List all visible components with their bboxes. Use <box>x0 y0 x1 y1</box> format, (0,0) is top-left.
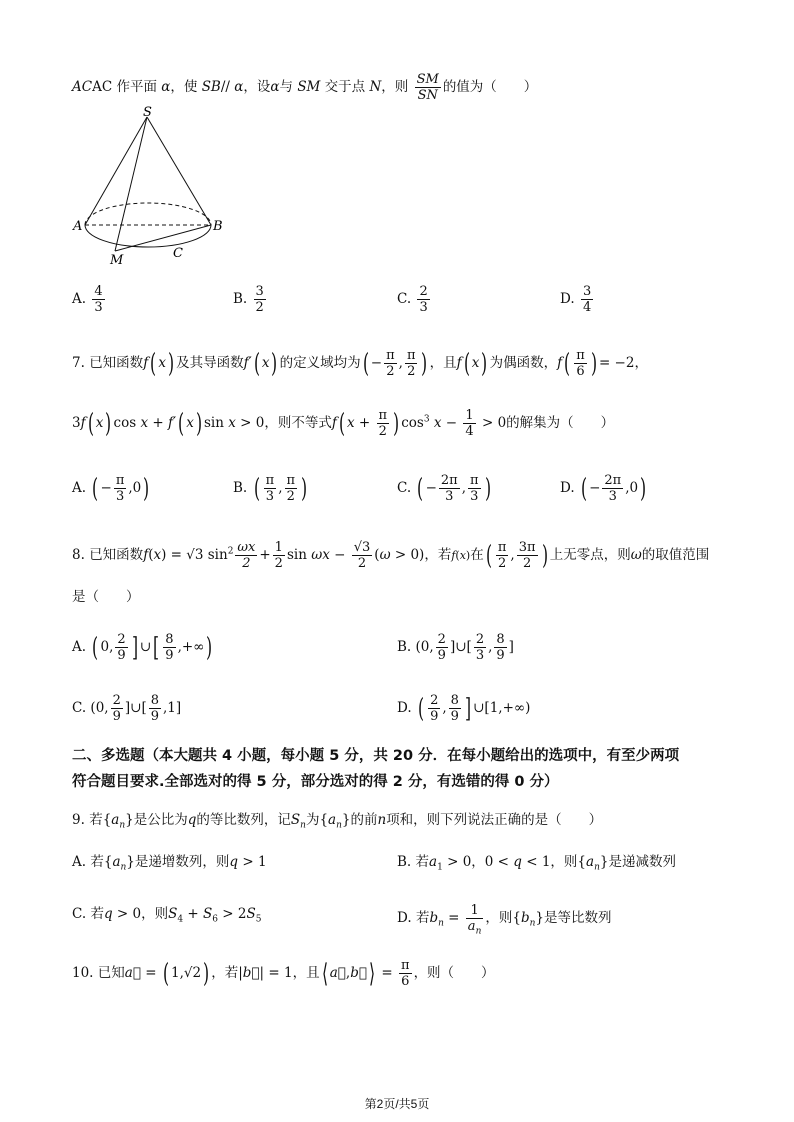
q7-option-c: C. ( − $\frac{2\pi}{3}$ , $\frac{\pi}{3}$ ) <box>397 473 491 504</box>
q6-text: ，设 <box>243 79 271 95</box>
page-number: 第2页/共5页 <box>364 1097 430 1111</box>
q6-option-c: C. $\frac{2}{3}$ <box>397 284 428 315</box>
cone-figure <box>70 105 235 265</box>
alpha-symbol: α <box>234 79 244 95</box>
q6-text: SB <box>201 79 221 95</box>
q9-stem: 9. 若$\{a_n\}$是公比为q的等比数列，记$S_n$为$\{a_n\}$的前n项和，则下列说法正确的是（ ） <box>72 812 603 831</box>
q6-option-a: A. $\frac{4}{3}$ <box>72 284 103 315</box>
q6-stem: ACAC 作平面 α，使 SB// α，设α与 SM 交于点 N，则 $\frac{SM}{SN}$ 的值为（ ） <box>72 72 538 103</box>
q6-text: SM <box>297 79 321 95</box>
q6-ratio: $\frac{SM}{SN}$ <box>416 72 439 103</box>
q6-text: N <box>369 79 382 95</box>
q7-option-a: A. ( − $\frac{\pi}{3}$ ,0) <box>72 473 150 504</box>
q6-text: AC 作平面 <box>92 79 157 95</box>
q9-option-a: A. 若$\{a_n\}$是递增数列，则q > 1 <box>72 854 267 873</box>
q6-text: 的值为（ ） <box>442 79 538 95</box>
q8-stem-line2: 是（ ） <box>72 589 140 605</box>
q7-stem-line1: 7. 已知函数f( x) 及其导函数f′( x) 的定义域均为( − $\frac{\pi}{2}$ , $\frac{\pi}{2}$ ) ，且f( x) 为偶函数，f( $\frac{\pi}{6}$ ) = −2， <box>72 348 648 379</box>
q6-text: // <box>220 79 230 95</box>
q6-option-b: B. $\frac{3}{2}$ <box>233 284 264 315</box>
q6-text: 与 <box>279 79 298 95</box>
section-heading-line2: 符合题目要求.全部选对的得 5 分，部分选对的得 2 分，有选错的得 0 分） <box>72 774 559 790</box>
q9-option-c: C. 若q > 0，则$S_4 + S_6 > 2S_5$ <box>72 906 262 925</box>
label-s: S <box>143 105 152 120</box>
q6-text: 交于点 <box>320 79 370 95</box>
q8-option-b: B. (0, $\frac{2}{9}$ ]∪[ $\frac{2}{3}$ , $\frac{8}{9}$ ] <box>397 632 514 663</box>
alpha-symbol: α <box>161 79 171 95</box>
q6-text: ，使 <box>170 79 202 95</box>
q8-stem-line1: 8. 已知函数f(x) = √3 $\sin^2$ $\frac{\omega x}{2}$ + $\frac{1}{2}$ sin ωx − $\frac{√3}{2}$ (ω > 0)，若f(x)在( $\frac{\pi}{2}$ , $\frac{3\pi}{2}$ ) 上无零点，则ω的取值范围 <box>72 540 710 571</box>
label-c: C <box>173 246 183 261</box>
label-m: M <box>110 253 124 265</box>
q6-text: ，则 <box>381 79 409 95</box>
q7-stem-line2: 3f( x) cos x + f′( x) sin x > 0，则不等式f( x + $\frac{\pi}{2}$ ) $\cos^3 x$ − $\frac{1}{4}$ > 0的解集为（ ） <box>72 408 615 439</box>
q9-option-d: D. 若$b_n$ = $\frac{1}{a_n}$ ，则$\{b_n\}$是等比数列 <box>397 903 612 937</box>
label-a: A <box>73 219 83 234</box>
label-b: B <box>213 219 223 234</box>
q7-option-d: D. ( − $\frac{2\pi}{3}$ ,0) <box>560 473 647 504</box>
q8-option-c: C. (0, $\frac{2}{9}$ ]∪[ $\frac{8}{9}$ ,1] <box>72 693 182 724</box>
alpha-symbol: α <box>270 79 280 95</box>
q7-option-b: B. ( $\frac{\pi}{3}$ , $\frac{\pi}{2}$ ) <box>233 473 308 504</box>
q8-option-a: A. ( 0, $\frac{2}{9}$ ] ∪[ $\frac{8}{9}$ ,+∞) <box>72 632 213 663</box>
section-heading-line1: 二、多选题（本大题共 4 小题，每小题 5 分，共 20 分．在每小题给出的选项中，有至少两项 <box>72 748 680 764</box>
q10-stem: 10. 已知a⃗ = ( 1,√2) ，若|b⃗| = 1，且⟨ a⃗,b⃗⟩ = $\frac{\pi}{6}$ ，则（ ） <box>72 958 495 989</box>
q9-option-b: B. 若$a_1 > 0$，0 < q < 1，则$\{a_n\}$是递减数列 <box>397 854 676 873</box>
q8-option-d: D. ( $\frac{2}{9}$ , $\frac{8}{9}$ ] ∪[1,+∞) <box>397 693 531 724</box>
q6-option-d: D. $\frac{3}{4}$ <box>560 284 592 315</box>
